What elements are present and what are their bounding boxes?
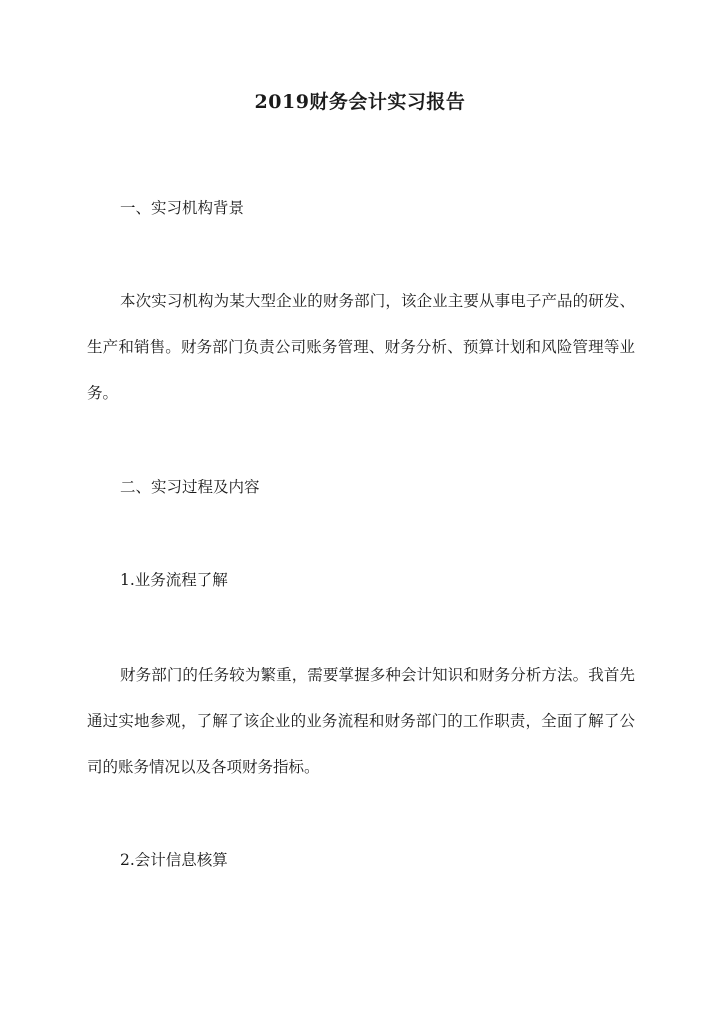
section2-heading: 二、实习过程及内容 — [120, 478, 260, 496]
subsection1-paragraph: 财务部门的任务较为繁重，需要掌握多种会计知识和财务分析方法。我首先通过实地参观，了解了该企业的业务流程和财务部门的工作职责，全面了解了公司的账务情况以及各项财务指标。 — [87, 666, 635, 776]
section1-paragraph: 本次实习机构为某大型企业的财务部门，该企业主要从事电子产品的研发、生产和销售。财务部门负责公司账务管理、财务分析、预算计划和风险管理等业务。 — [87, 292, 635, 402]
subsection2-heading: 2.会计信息核算 — [120, 851, 228, 869]
subsection1-heading: 1.业务流程了解 — [120, 571, 228, 589]
document-title: 2019财务会计实习报告 — [254, 91, 466, 113]
section1-heading: 一、实习机构背景 — [120, 199, 245, 217]
